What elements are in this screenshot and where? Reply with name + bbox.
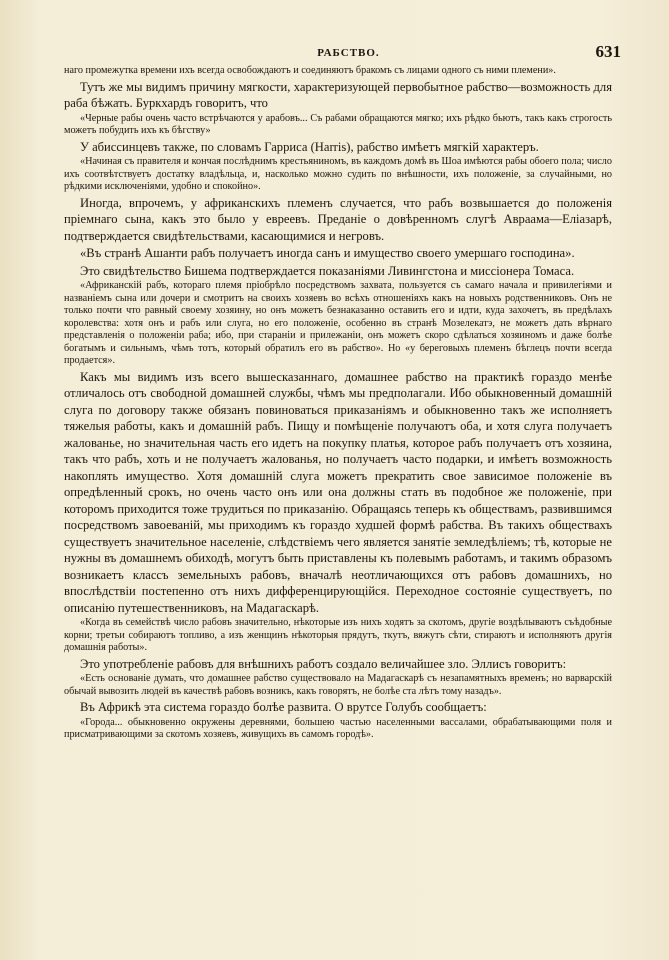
quotation: «Черные рабы очень часто встрѣчаются у арабовъ... Съ рабами обращаются мягко; ихъ рѣдко бьютъ, такъ какъ строгость можетъ побудить ихъ къ бѣгству» xyxy=(64,112,612,136)
quotation: «Города... обыкновенно окружены деревнями, большею частью населенными вассалами, обрабатывающими поля и присматривающими за скотомъ хозяевъ, живущихъ въ самомъ городѣ». xyxy=(64,716,612,740)
page-header xyxy=(64,20,633,64)
paragraph: Тутъ же мы видимъ причину мягкости, характеризующей первобытное рабство—возможность для раба бѣжать. Буркхардъ говоритъ, что xyxy=(64,79,612,110)
page-number: 631 xyxy=(595,42,621,61)
quotation: «Африканскій рабъ, котораго племя пріобрѣло посредствомъ захвата, пользуется съ самаго начала и привилегіями и названіемъ сына или дочери и смотритъ на своихъ хозяевъ во всѣхъ отношеніяхъ какъ на новыхъ родственниковъ. Онъ не только почти что равный своему хозяину, но онъ можетъ безнаказанно оставить его и идти, куда захочетъ, въ предѣлахъ королевства: хотя онъ и рабъ или слуга, но его положеніе, особенно въ странѣ Мозелекатэ, не можетъ дать вѣрнаго представленія о положеніи раба; ибо, при стараніи и прилежаніи, онъ можетъ скоро сдѣлаться хозяиномъ и даже болѣе богатымъ и сильнымъ, чѣмъ тотъ, который обратилъ его въ рабство». Но «у береговыхъ племенъ бѣглецъ почти всегда продается». xyxy=(64,280,612,366)
paragraph: наго промежутка времени ихъ всегда освобождаютъ и соединяютъ бракомъ съ лицами одного съ ними племени». xyxy=(64,65,556,76)
paragraph: Это свидѣтельство Бишема подтверждается показаніями Ливингстона и миссіонера Томаса. xyxy=(80,263,575,278)
paragraph: Въ Африкѣ эта система гораздо болѣе развита. О врутсе Голубъ сообщаетъ: xyxy=(80,700,487,714)
paragraph: Какъ мы видимъ изъ всего вышесказаннаго, домашнее рабство на практикѣ гораздо менѣе отличалось отъ свободной домашней службы, чѣмъ мы предполагали. Ибо обыкновенный домашній слуга по договору также обязанъ повиноваться приказаніямъ и обыкновенно такъ же исполняетъ тяжелыя работы, какъ и домашній рабъ. Пищу и помѣщеніе получаютъ оба, и хотя слуга получаетъ жалованье, но значительная часть его идетъ на покупку платья, которое рабъ получаетъ отъ хозяина, такъ что рабъ, хоть и не получаетъ жалованья, но получаетъ часто подарки, и имѣетъ возможность накоплять имущество. Хотя домашній слуга можетъ прекратить свое зависимое положеніе въ опредѣленный срокъ, но очень часто онъ или она должны стать въ подобное же положеніе, при которомъ приходится тоже трудиться по приказанію. Обращаясь теперь къ обществамъ, развившимся посредствомъ завоеваній, мы приходимъ къ гораздо худшей формѣ рабства. Въ такихъ обществахъ существуетъ значительное населеніе, слѣдствіемъ чего является занятіе земледѣліемъ; тѣ, которые не нужны въ домашнемъ обиходѣ, могутъ быть приставлены къ полевымъ работамъ, и такимъ образомъ возникаетъ классъ земельныхъ рабовъ, вначалѣ неотличающихся отъ рабовъ домашнихъ, но впослѣдствіи постепенно отъ нихъ дифференцирующійся. Переходное состояніе существуетъ, по описанію путешественниковъ, на Мадагаскарѣ. xyxy=(64,369,612,615)
quotation: «Когда въ семействѣ число рабовъ значительно, нѣкоторые изъ нихъ ходятъ за скотомъ, другіе воздѣлываютъ съѣдобные корни; третьи собираютъ топливо, а изъ женщинъ нѣкоторыя прядутъ, ткутъ, вяжутъ сѣти, стираютъ и исполняютъ другія домашнія работы». xyxy=(64,617,612,653)
paragraph: У абиссинцевъ также, по словамъ Гарриса (Harris), рабство имѣетъ мягкій характеръ. xyxy=(80,139,539,154)
paragraph: Иногда, впрочемъ, у африканскихъ племенъ случается, что рабъ возвышается до положенія пріемнаго сына, какъ это было у евреевъ. Преданіе о довѣренномъ слугѣ Авраама—Еліазарѣ, подтверждается свидѣтельствами, касающимися и негровъ. xyxy=(64,195,612,243)
quotation: «Начиная съ правителя и кончая послѣднимъ крестьяниномъ, въ каждомъ домѣ въ Шоа имѣются рабы обоего пола; число ихъ соотвѣтствуетъ достатку владѣльца, и, насколько можно судить по внѣшности, ихъ положеніе, за случайными, но рѣдкими исключеніями, удобно и спокойно». xyxy=(64,156,612,192)
quotation: «Есть основаніе думать, что домашнее рабство существовало на Мадагаскарѣ съ незапамятныхъ временъ; но варварскій обычай вывозить людей въ качествѣ рабовъ возникъ, какъ говорятъ, не болѣе ста лѣтъ тому назадъ». xyxy=(64,673,612,697)
running-head: РАБСТВО. xyxy=(317,47,380,59)
paragraph: Это употребленіе рабовъ для внѣшнихъ работъ создало величайшее зло. Эллисъ говоритъ: xyxy=(80,656,567,671)
paragraph: «Въ странѣ Ашанти рабъ получаетъ иногда санъ и имущество своего умершаго господина». xyxy=(80,246,575,260)
page-body xyxy=(64,65,612,742)
